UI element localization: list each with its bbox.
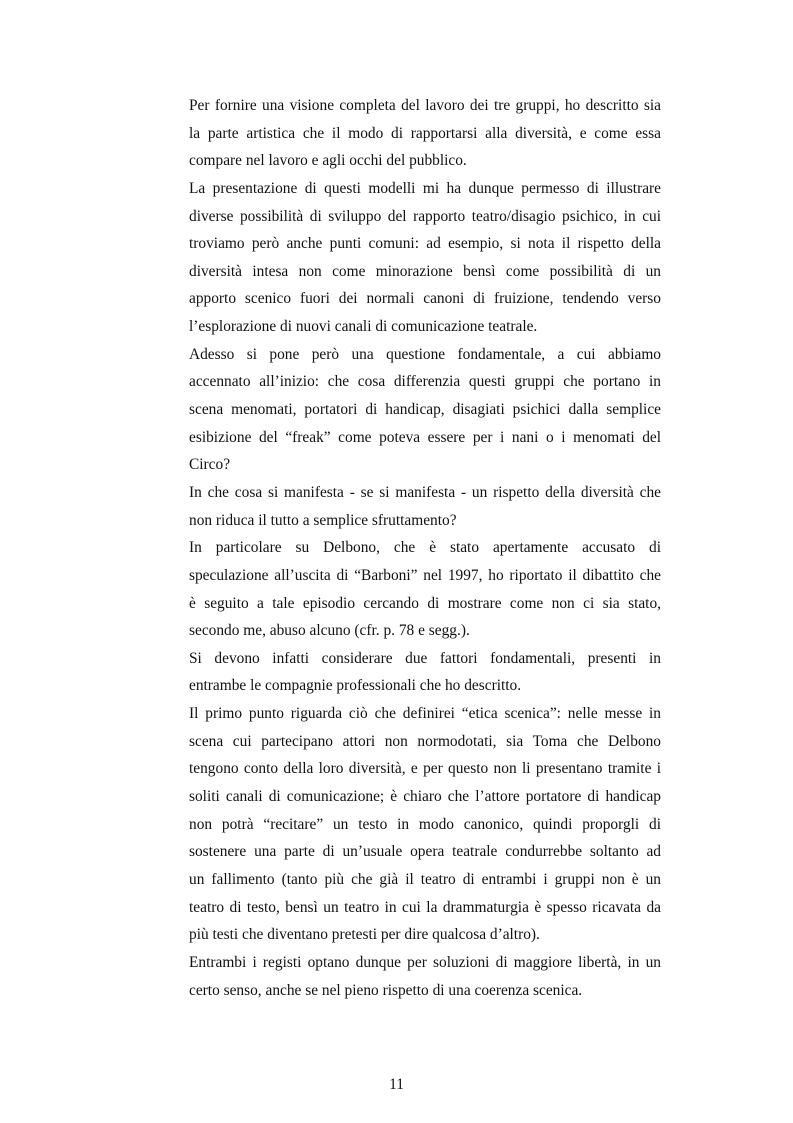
paragraph-3 [189, 341, 661, 479]
text-line: In che cosa si manifesta - se si manifesta - un rispetto della diversità che [189, 483, 661, 501]
paragraph-2 [189, 175, 661, 341]
text-line: Entrambi i registi optano dunque per soluzioni di maggiore libertà, in un [189, 953, 661, 971]
text-line: teatro di testo, bensì un teatro in cui la drammaturgia è spesso ricavata da [189, 898, 661, 916]
text-line: In particolare su Delbono, che è stato apertamente accusato di [189, 539, 661, 557]
paragraph-8 [189, 949, 661, 1004]
text-line: l’esplorazione di nuovi canali di comunicazione teatrale. [189, 318, 538, 336]
document-body [189, 92, 661, 1004]
page-number: 11 [389, 1076, 404, 1093]
text-line: accennato all’inizio: che cosa differenzia questi gruppi che portano in [189, 373, 661, 391]
paragraph-1 [189, 92, 661, 175]
text-line: più testi che diventano pretesti per dire qualcosa d’altro). [189, 926, 540, 944]
text-line: scena menomati, portatori di handicap, disagiati psichici dalla semplice [189, 401, 661, 419]
text-line: troviamo però anche punti comuni: ad esempio, si nota il rispetto della [189, 235, 661, 253]
text-line: Il primo punto riguarda ciò che definirei “etica scenica”: nelle messe in [189, 705, 661, 723]
text-line: è seguito a tale episodio cercando di mostrare come non ci sia stato, [189, 594, 661, 612]
text-line: un fallimento (tanto più che già il teatro di entrambi i gruppi non è un [189, 870, 661, 888]
text-line: soliti canali di comunicazione; è chiaro che l’attore portatore di handicap [189, 788, 661, 806]
text-line: tengono conto della loro diversità, e per questo non li presentano tramite i [189, 760, 661, 778]
text-line: la parte artistica che il modo di rapportarsi alla diversità, e come essa [189, 124, 661, 142]
text-line: apporto scenico fuori dei normali canoni di fruizione, tendendo verso [189, 290, 661, 308]
paragraph-7 [189, 700, 661, 949]
text-line: speculazione all’uscita di “Barboni” nel 1997, ho riportato il dibattito che [189, 566, 661, 584]
paragraph-4 [189, 479, 661, 534]
text-line: Circo? [189, 456, 231, 474]
text-line: diversità intesa non come minorazione bensì come possibilità di un [189, 262, 661, 280]
paragraph-5 [189, 534, 661, 645]
text-line: certo senso, anche se nel pieno rispetto di una coerenza scenica. [189, 981, 583, 999]
text-line: secondo me, abuso alcuno (cfr. p. 78 e segg.). [189, 622, 470, 640]
text-line: compare nel lavoro e agli occhi del pubblico. [189, 152, 467, 170]
text-line: Adesso si pone però una questione fondamentale, a cui abbiamo [189, 345, 661, 363]
text-line: non riduca il tutto a semplice sfruttamento? [189, 511, 457, 529]
text-line: La presentazione di questi modelli mi ha dunque permesso di illustrare [189, 179, 661, 197]
text-line: Per fornire una visione completa del lavoro dei tre gruppi, ho descritto sia [189, 97, 661, 114]
text-line: scena cui partecipano attori non normodotati, sia Toma che Delbono [189, 732, 661, 750]
paragraph-6 [189, 645, 661, 700]
text-line: entrambe le compagnie professionali che ho descritto. [189, 677, 522, 695]
text-line: Si devono infatti considerare due fattori fondamentali, presenti in [189, 649, 661, 667]
text-line: esibizione del “freak” come poteva essere per i nani o i menomati del [189, 428, 661, 446]
text-line: non potrà “recitare” un testo in modo canonico, quindi proporgli di [189, 815, 661, 833]
text-line: sostenere una parte di un’usuale opera teatrale condurrebbe soltanto ad [189, 843, 661, 861]
text-line: diverse possibilità di sviluppo del rapporto teatro/disagio psichico, in cui [189, 207, 661, 225]
